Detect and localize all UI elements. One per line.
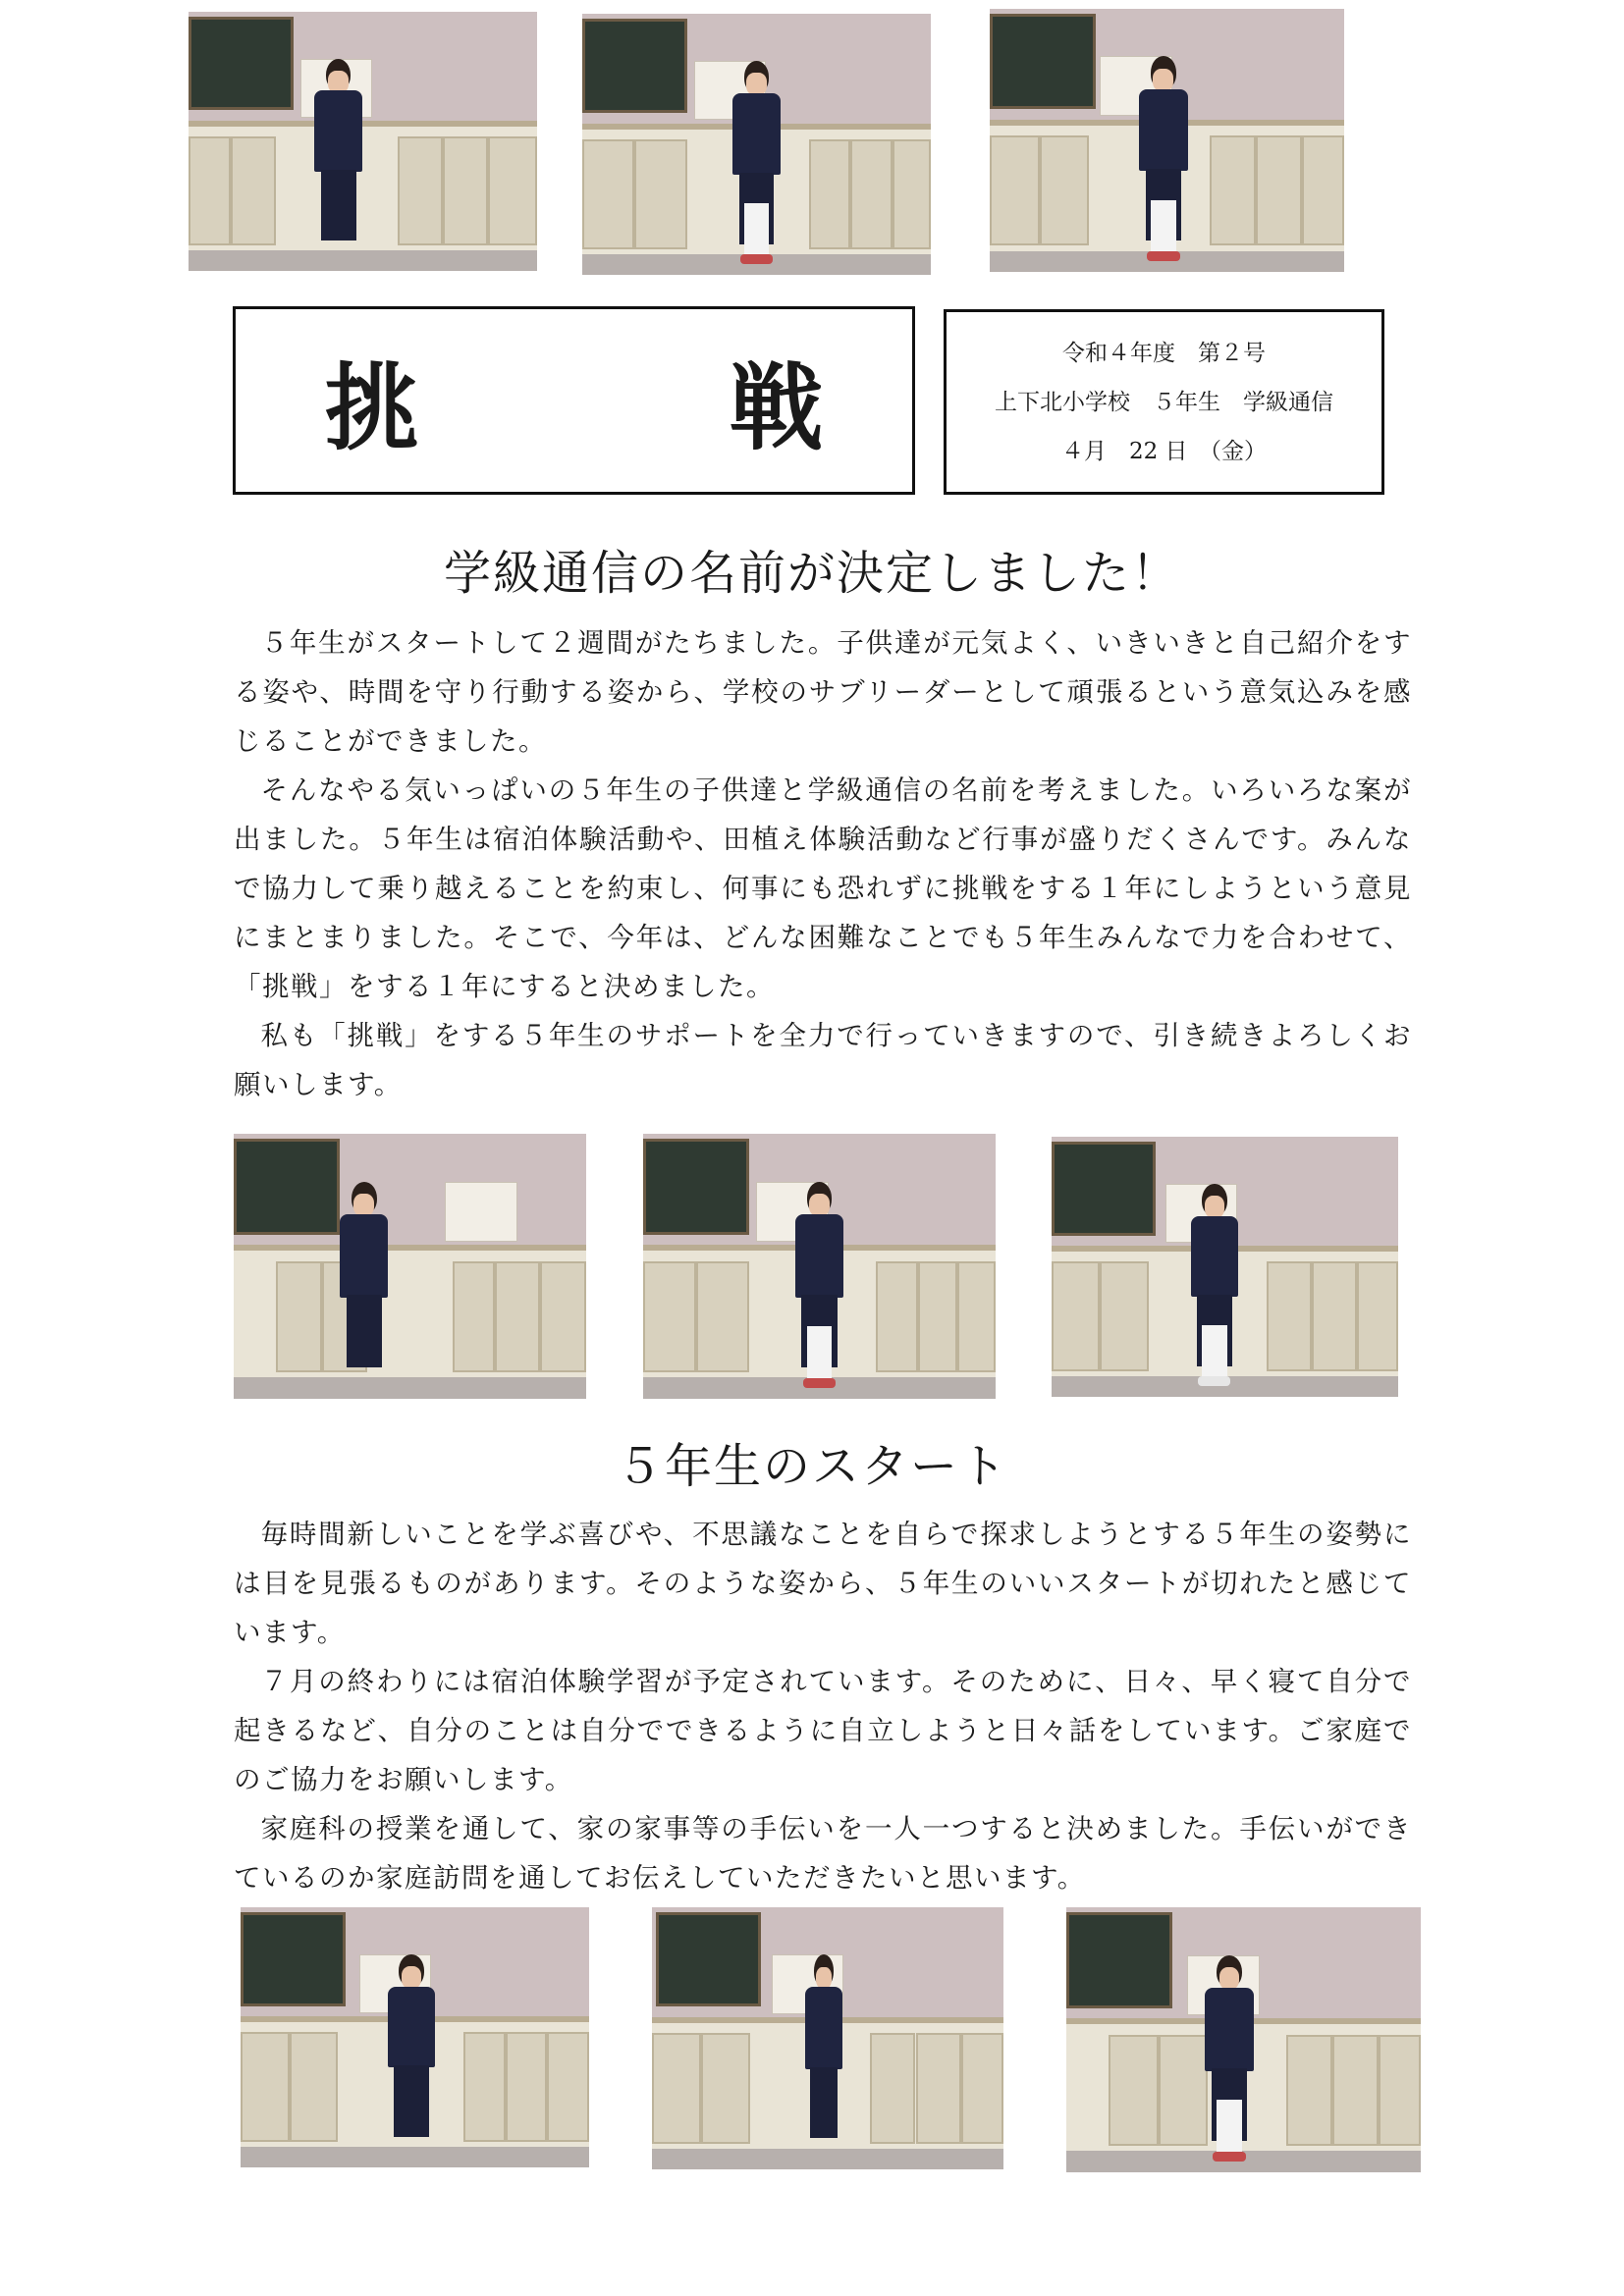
section-heading: 学級通信の名前が決定しました！ xyxy=(443,546,1180,601)
paragraph: ５年生がスタートして２週間がたちました。子供達が元気よく、いきいきと自己紹介をする姿や、時間を守り行動する姿から、学校のサブリーダーとして頑張るという意気込みを感じることができました。 xyxy=(234,627,1412,757)
school-class-line: 上下北小学校 ５年生 学級通信 xyxy=(995,389,1333,415)
class-photo xyxy=(582,14,931,275)
section-body xyxy=(234,1510,1412,1902)
class-photo xyxy=(241,1907,589,2167)
class-photo xyxy=(234,1134,586,1399)
section-heading: ５年生のスタート xyxy=(615,1439,1008,1494)
issue-date: ４月 22 日 （金） xyxy=(1060,438,1268,464)
class-photo xyxy=(1052,1137,1398,1397)
class-photo xyxy=(189,12,537,271)
paragraph: 私も「挑戦」をする５年生のサポートを全力で行っていきますので、引き続きよろしくお願いします。 xyxy=(234,1020,1412,1100)
issue-info-box xyxy=(944,309,1384,495)
newsletter-title: 挑 戦 xyxy=(324,352,932,463)
paragraph: 家庭科の授業を通して、家の家事等の手伝いを一人一つすると決めました。手伝いができているのか家庭訪問を通してお伝えしていただきたいと思います。 xyxy=(234,1813,1412,1894)
paragraph: ７月の終わりには宿泊体験学習が予定されています。そのために、日々、早く寝て自分で起きるなど、自分のことは自分でできるように自立しようと日々話をしています。ご家庭でのご協力をお願いします。 xyxy=(234,1666,1412,1795)
class-photo xyxy=(643,1134,996,1399)
section-body xyxy=(234,618,1412,1109)
issue-number: 令和４年度 第２号 xyxy=(1062,340,1266,366)
class-photo xyxy=(652,1907,1003,2169)
newsletter-title-box xyxy=(233,306,932,495)
paragraph: 毎時間新しいことを学ぶ喜びや、不思議なことを自らで探求しようとする５年生の姿勢には目を見張るものがあります。そのような姿から、５年生のいいスタートが切れたと感じています。 xyxy=(234,1519,1412,1648)
class-photo xyxy=(1066,1907,1421,2172)
paragraph: そんなやる気いっぱいの５年生の子供達と学級通信の名前を考えました。いろいろな案が出ました。５年生は宿泊体験活動や、田植え体験活動など行事が盛りだくさんです。みんなで協力して乗り越えることを約束し、何事にも恐れずに挑戦をする１年にしようという意見にまとまりました。そこで、今年は、どんな困難なことでも５年生みんなで力を合わせて、「挑戦」をする１年にすると決めました。 xyxy=(234,774,1412,1002)
class-photo xyxy=(990,9,1344,272)
